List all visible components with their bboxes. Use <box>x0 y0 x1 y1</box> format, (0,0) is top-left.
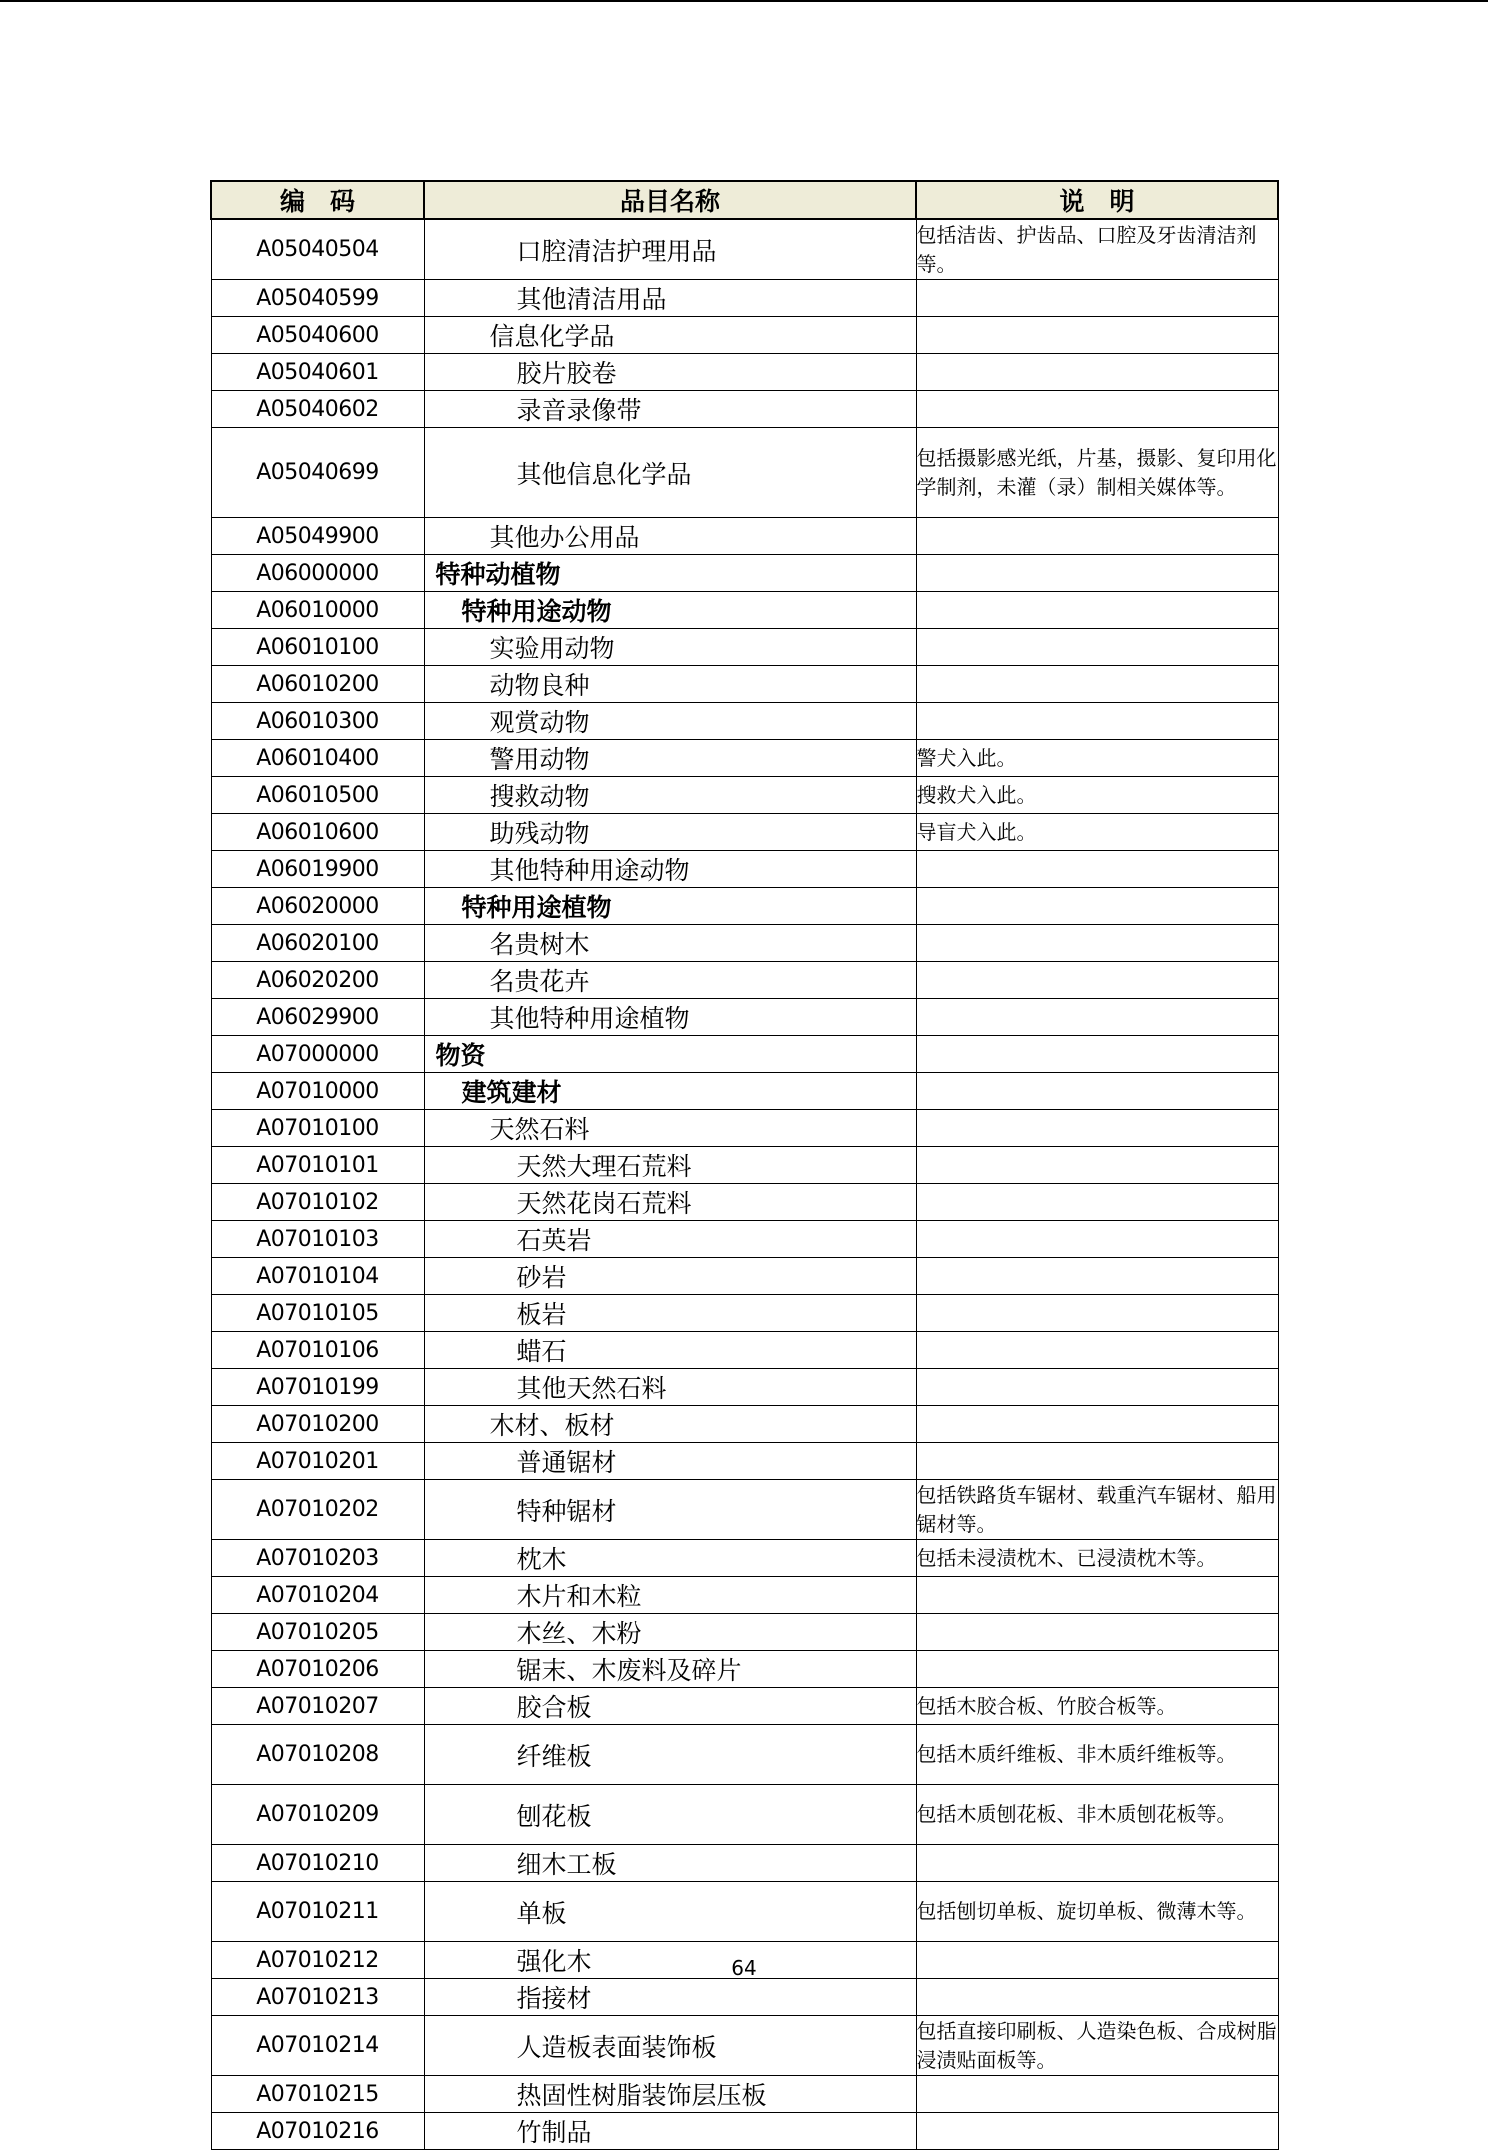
name-cell: 天然石料 <box>424 1110 916 1147</box>
table-row <box>211 1540 1278 1577</box>
desc-cell: 包括洁齿、护齿品、口腔及牙齿清洁剂等。 <box>916 219 1278 280</box>
desc-cell <box>916 1979 1278 2016</box>
table-row <box>211 851 1278 888</box>
desc-cell <box>916 391 1278 428</box>
desc-cell <box>916 280 1278 317</box>
table-row <box>211 703 1278 740</box>
table-row <box>211 1614 1278 1651</box>
table-row <box>211 1406 1278 1443</box>
table-row <box>211 2113 1278 2150</box>
table-row <box>211 1882 1278 1942</box>
table-row <box>211 925 1278 962</box>
desc-cell <box>916 317 1278 354</box>
desc-cell <box>916 1221 1278 1258</box>
desc-cell: 搜救犬入此。 <box>916 777 1278 814</box>
name-cell: 指接材 <box>424 1979 916 2016</box>
name-cell: 人造板表面装饰板 <box>424 2016 916 2076</box>
desc-cell: 包括木质刨花板、非木质刨花板等。 <box>916 1785 1278 1845</box>
code-cell: A07010105 <box>211 1295 424 1332</box>
table-row <box>211 1221 1278 1258</box>
desc-cell <box>916 592 1278 629</box>
desc-cell: 警犬入此。 <box>916 740 1278 777</box>
table-row <box>211 1036 1278 1073</box>
desc-cell <box>916 518 1278 555</box>
code-cell: A07010000 <box>211 1073 424 1110</box>
table-row <box>211 354 1278 391</box>
code-cell: A06010300 <box>211 703 424 740</box>
name-cell: 纤维板 <box>424 1725 916 1785</box>
code-cell: A05040601 <box>211 354 424 391</box>
code-cell: A07010205 <box>211 1614 424 1651</box>
header-desc: 说 明 <box>916 181 1278 219</box>
name-cell: 特种用途动物 <box>424 592 916 629</box>
code-cell: A07010200 <box>211 1406 424 1443</box>
table-row <box>211 2016 1278 2076</box>
table-row <box>211 814 1278 851</box>
code-cell: A07010201 <box>211 1443 424 1480</box>
code-cell: A05040504 <box>211 219 424 280</box>
table-row <box>211 2076 1278 2113</box>
code-cell: A07010206 <box>211 1651 424 1688</box>
desc-cell <box>916 851 1278 888</box>
code-cell: A07010212 <box>211 1942 424 1979</box>
desc-cell: 包括木胶合板、竹胶合板等。 <box>916 1688 1278 1725</box>
name-cell: 特种用途植物 <box>424 888 916 925</box>
name-cell: 其他清洁用品 <box>424 280 916 317</box>
table-row <box>211 629 1278 666</box>
name-cell: 信息化学品 <box>424 317 916 354</box>
name-cell: 细木工板 <box>424 1845 916 1882</box>
name-cell: 强化木 <box>424 1942 916 1979</box>
code-cell: A07010213 <box>211 1979 424 2016</box>
desc-cell <box>916 1332 1278 1369</box>
desc-cell <box>916 354 1278 391</box>
table-row <box>211 428 1278 518</box>
table-row <box>211 962 1278 999</box>
code-cell: A07010102 <box>211 1184 424 1221</box>
name-cell: 其他特种用途动物 <box>424 851 916 888</box>
desc-cell <box>916 1845 1278 1882</box>
header-name: 品目名称 <box>424 181 916 219</box>
name-cell: 竹制品 <box>424 2113 916 2150</box>
table-row <box>211 1073 1278 1110</box>
desc-cell: 包括直接印刷板、人造染色板、合成树脂浸渍贴面板等。 <box>916 2016 1278 2076</box>
name-cell: 蜡石 <box>424 1332 916 1369</box>
table-row <box>211 740 1278 777</box>
code-cell: A07010106 <box>211 1332 424 1369</box>
desc-cell <box>916 962 1278 999</box>
code-cell: A07010207 <box>211 1688 424 1725</box>
desc-cell <box>916 2076 1278 2113</box>
page-number: 64 <box>731 1956 757 1980</box>
code-cell: A06010000 <box>211 592 424 629</box>
name-cell: 警用动物 <box>424 740 916 777</box>
code-cell: A07010216 <box>211 2113 424 2150</box>
name-cell: 名贵花卉 <box>424 962 916 999</box>
desc-cell <box>916 629 1278 666</box>
name-cell: 动物良种 <box>424 666 916 703</box>
table-row <box>211 1295 1278 1332</box>
name-cell: 普通锯材 <box>424 1443 916 1480</box>
code-cell: A06020200 <box>211 962 424 999</box>
name-cell: 录音录像带 <box>424 391 916 428</box>
desc-cell <box>916 1073 1278 1110</box>
desc-cell: 导盲犬入此。 <box>916 814 1278 851</box>
desc-cell <box>916 999 1278 1036</box>
name-cell: 锯末、木废料及碎片 <box>424 1651 916 1688</box>
desc-cell <box>916 1295 1278 1332</box>
code-cell: A07010208 <box>211 1725 424 1785</box>
code-cell: A05040600 <box>211 317 424 354</box>
name-cell: 木片和木粒 <box>424 1577 916 1614</box>
name-cell: 其他天然石料 <box>424 1369 916 1406</box>
desc-cell <box>916 1369 1278 1406</box>
table-row <box>211 1332 1278 1369</box>
name-cell: 实验用动物 <box>424 629 916 666</box>
name-cell: 枕木 <box>424 1540 916 1577</box>
code-cell: A06000000 <box>211 555 424 592</box>
table-row <box>211 592 1278 629</box>
name-cell: 建筑建材 <box>424 1073 916 1110</box>
table-row <box>211 391 1278 428</box>
desc-cell <box>916 1110 1278 1147</box>
table-row <box>211 1258 1278 1295</box>
code-cell: A05040602 <box>211 391 424 428</box>
name-cell: 观赏动物 <box>424 703 916 740</box>
table-row <box>211 999 1278 1036</box>
code-cell: A06019900 <box>211 851 424 888</box>
name-cell: 其他办公用品 <box>424 518 916 555</box>
table-row <box>211 317 1278 354</box>
code-cell: A06010200 <box>211 666 424 703</box>
desc-cell <box>916 888 1278 925</box>
table-row <box>211 1577 1278 1614</box>
code-cell: A07010214 <box>211 2016 424 2076</box>
desc-cell <box>916 1258 1278 1295</box>
table-row <box>211 1110 1278 1147</box>
table-row <box>211 1785 1278 1845</box>
name-cell: 特种锯材 <box>424 1480 916 1540</box>
table-row <box>211 555 1278 592</box>
desc-cell <box>916 1577 1278 1614</box>
desc-cell <box>916 1651 1278 1688</box>
code-cell: A05040699 <box>211 428 424 518</box>
code-cell: A06020100 <box>211 925 424 962</box>
desc-cell <box>916 1614 1278 1651</box>
code-cell: A07010202 <box>211 1480 424 1540</box>
name-cell: 口腔清洁护理用品 <box>424 219 916 280</box>
desc-cell: 包括木质纤维板、非木质纤维板等。 <box>916 1725 1278 1785</box>
table-row <box>211 1651 1278 1688</box>
table-row <box>211 219 1278 280</box>
name-cell: 特种动植物 <box>424 555 916 592</box>
desc-cell <box>916 1406 1278 1443</box>
top-rule <box>0 0 1488 2</box>
code-cell: A06029900 <box>211 999 424 1036</box>
code-cell: A06020000 <box>211 888 424 925</box>
code-cell: A07010209 <box>211 1785 424 1845</box>
name-cell: 石英岩 <box>424 1221 916 1258</box>
code-cell: A06010100 <box>211 629 424 666</box>
name-cell: 单板 <box>424 1882 916 1942</box>
code-cell: A05040599 <box>211 280 424 317</box>
name-cell: 热固性树脂装饰层压板 <box>424 2076 916 2113</box>
table-row <box>211 1688 1278 1725</box>
name-cell: 其他特种用途植物 <box>424 999 916 1036</box>
code-cell: A07010211 <box>211 1882 424 1942</box>
name-cell: 天然大理石荒料 <box>424 1147 916 1184</box>
code-cell: A06010500 <box>211 777 424 814</box>
desc-cell <box>916 1184 1278 1221</box>
name-cell: 胶合板 <box>424 1688 916 1725</box>
code-cell: A07010210 <box>211 1845 424 1882</box>
table-row <box>211 1480 1278 1540</box>
table-row <box>211 518 1278 555</box>
name-cell: 刨花板 <box>424 1785 916 1845</box>
code-cell: A07010215 <box>211 2076 424 2113</box>
table-body <box>211 219 1278 2150</box>
code-cell: A06010400 <box>211 740 424 777</box>
desc-cell: 包括刨切单板、旋切单板、微薄木等。 <box>916 1882 1278 1942</box>
name-cell: 胶片胶卷 <box>424 354 916 391</box>
desc-cell: 包括未浸渍枕木、已浸渍枕木等。 <box>916 1540 1278 1577</box>
desc-cell <box>916 555 1278 592</box>
desc-cell <box>916 1036 1278 1073</box>
desc-cell <box>916 2113 1278 2150</box>
code-cell: A07010204 <box>211 1577 424 1614</box>
catalog-table <box>210 180 1279 2150</box>
code-cell: A06010600 <box>211 814 424 851</box>
name-cell: 板岩 <box>424 1295 916 1332</box>
code-cell: A07000000 <box>211 1036 424 1073</box>
table-row <box>211 888 1278 925</box>
table-row <box>211 1443 1278 1480</box>
name-cell: 砂岩 <box>424 1258 916 1295</box>
code-cell: A07010203 <box>211 1540 424 1577</box>
header-code: 编 码 <box>211 181 424 219</box>
code-cell: A05049900 <box>211 518 424 555</box>
name-cell: 其他信息化学品 <box>424 428 916 518</box>
name-cell: 名贵树木 <box>424 925 916 962</box>
name-cell: 木丝、木粉 <box>424 1614 916 1651</box>
code-cell: A07010104 <box>211 1258 424 1295</box>
desc-cell <box>916 666 1278 703</box>
code-cell: A07010199 <box>211 1369 424 1406</box>
name-cell: 助残动物 <box>424 814 916 851</box>
desc-cell <box>916 1443 1278 1480</box>
code-cell: A07010100 <box>211 1110 424 1147</box>
table-row <box>211 666 1278 703</box>
header-row <box>211 181 1278 219</box>
name-cell: 物资 <box>424 1036 916 1073</box>
name-cell: 木材、板材 <box>424 1406 916 1443</box>
desc-cell: 包括摄影感光纸，片基，摄影、复印用化学制剂，未灌（录）制相关媒体等。 <box>916 428 1278 518</box>
table-row <box>211 777 1278 814</box>
table-row <box>211 280 1278 317</box>
desc-cell: 包括铁路货车锯材、载重汽车锯材、船用锯材等。 <box>916 1480 1278 1540</box>
table-row <box>211 1979 1278 2016</box>
table-row <box>211 1147 1278 1184</box>
table-row <box>211 1845 1278 1882</box>
desc-cell <box>916 925 1278 962</box>
table-row <box>211 1369 1278 1406</box>
desc-cell <box>916 703 1278 740</box>
code-cell: A07010101 <box>211 1147 424 1184</box>
desc-cell <box>916 1147 1278 1184</box>
table-row <box>211 1184 1278 1221</box>
table-row <box>211 1725 1278 1785</box>
code-cell: A07010103 <box>211 1221 424 1258</box>
name-cell: 天然花岗石荒料 <box>424 1184 916 1221</box>
name-cell: 搜救动物 <box>424 777 916 814</box>
